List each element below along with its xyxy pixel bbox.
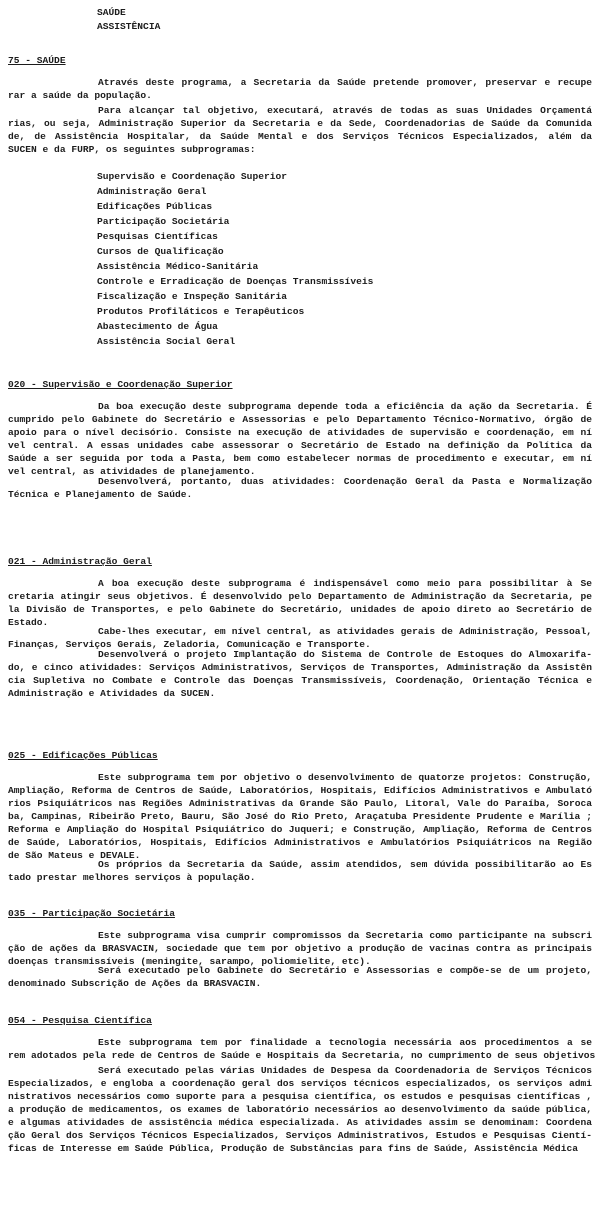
subprogram-list-item: Produtos Profiláticos e Terapêuticos — [97, 306, 305, 317]
paragraph-line: ção Geral dos Serviços Técnicos Especializados, Serviços Administrativos, Estudos e Pesquisas Cientí- — [8, 1130, 592, 1141]
paragraph-line: de São Mateus e DEVALE. — [8, 850, 141, 861]
paragraph-line: de, de Assistência Hospitalar, da Saúde Mental e dos Serviços Técnicos Especializados, além da — [8, 131, 592, 142]
paragraph-line: Reforma e Ampliação do Hospital Psiquiátrico do Juqueri; e Construção, Ampliação, Reforma de Centros — [8, 824, 592, 835]
paragraph-line: cumprido pelo Gabinete do Secretário e Assessorias e pelo Departamento Técnico-Normativo, órgão de — [8, 414, 592, 425]
subprogram-list-item: Abastecimento de Água — [97, 321, 218, 332]
paragraph-line: ficas de Interesse em Saúde Pública, Produção de Substâncias para fins de Saúde, Assistência Médica — [8, 1143, 578, 1154]
subprogram-list-item: Pesquisas Científicas — [97, 231, 218, 242]
paragraph-line: Este subprograma tem por finalidade a tecnologia necessária aos procedimentos a se — [98, 1037, 592, 1048]
subprogram-list-item: Fiscalização e Inspeção Sanitária — [97, 291, 287, 302]
paragraph-line: Desenvolverá, portanto, duas atividades: Coordenação Geral da Pasta e Normalização — [98, 476, 592, 487]
paragraph-line: rias, ou seja, Administração Superior da Secretaria e da Sede, Coordenadorias de Saúde da Comunida — [8, 118, 592, 129]
paragraph-line: Administração e Atividades da SUCEN. — [8, 688, 216, 699]
subprogram-list-item: Assistência Médico-Sanitária — [97, 261, 259, 272]
paragraph-line: Para alcançar tal objetivo, executará, através de todas as suas Unidades Orçamentá — [98, 105, 592, 116]
subprogram-list-item: Assistência Social Geral — [97, 336, 236, 347]
paragraph-line: do, e cinco atividades: Serviços Administrativos, Serviços de Transportes, Administração da Assistên — [8, 662, 592, 673]
paragraph-line: Este subprograma tem por objetivo o desenvolvimento de quatorze projetos: Construção, — [98, 772, 592, 783]
paragraph-line: ção de ações da BRASVACIN, sociedade que tem por objetivo a produção de vacinas contra as principais — [8, 943, 592, 954]
paragraph-line: A boa execução deste subprograma é indispensável como meio para possibilitar à Se — [98, 578, 592, 589]
paragraph-line: denominado Subscrição de Ações da BRASVACIN. — [8, 978, 262, 989]
subprogram-list-item: Supervisão e Coordenação Superior — [97, 171, 287, 182]
section-heading: 021 - Administração Geral — [8, 556, 152, 567]
paragraph-line: Desenvolverá o projeto Implantação do Sistema de Controle de Estoques do Almoxarifa- — [98, 649, 592, 660]
section-heading: 020 - Supervisão e Coordenação Superior — [8, 379, 233, 390]
paragraph-line: rem adotados pela rede de Centros de Saúde e Hospitais da Secretaria, no cumprimento de seus objetivos — [8, 1050, 596, 1061]
paragraph-line: la Divisão de Transportes, e pelo Gabinete do Secretário, unidades de apoio direto ao Secretário de — [8, 604, 592, 615]
paragraph-line: e algumas atividades de assistência médica especializada. As atividades assim se denominam: Coordena — [8, 1117, 592, 1128]
paragraph-line: Ampliação, Reforma de Centros de Saúde, Laboratórios, Hospitais, Edifícios Administrativos e Ambulató — [8, 785, 592, 796]
paragraph-line: SUCEN e da FURP, os seguintes subprogramas: — [8, 144, 256, 155]
paragraph-line: Especializados, e engloba a coordenação geral dos serviços técnicos especializados, os serviços admi — [8, 1078, 592, 1089]
paragraph-line: Da boa execução deste subprograma depende toda a eficiência da ação da Secretaria. É — [98, 401, 592, 412]
section-heading: 75 - SAÚDE — [8, 55, 66, 66]
paragraph-line: apoio para o nível decisório. Consiste na execução de atividades de supervisão e coordenação, em ní — [8, 427, 592, 438]
section-heading: 025 - Edificações Públicas — [8, 750, 158, 761]
paragraph-line: Saúde a ser seguida por toda a Pasta, bem como estabelecer normas de procedimento e executar, em ní — [8, 453, 592, 464]
subprogram-list-item: Participação Societária — [97, 216, 230, 227]
subprogram-list-item: Edificações Públicas — [97, 201, 213, 212]
paragraph-line: vel central, as atividades de planejamento. — [8, 466, 256, 477]
paragraph-line: Através deste programa, a Secretaria da Saúde pretende promover, preservar e recupe — [98, 77, 592, 88]
subprogram-list-item: Administração Geral — [97, 186, 207, 197]
header-line: ASSISTÊNCIA — [97, 21, 161, 32]
header-line: SAÚDE — [97, 7, 126, 18]
paragraph-line: rios Psiquiátricos nas Regiões Administrativas da Grande São Paulo, Litoral, Vale do Paraíba, Soroca — [8, 798, 592, 809]
paragraph-line: rar a saúde da população. — [8, 90, 152, 101]
paragraph-line: Os próprios da Secretaria da Saúde, assim atendidos, sem dúvida possibilitarão ao Es — [98, 859, 592, 870]
paragraph-line: Técnica e Planejamento de Saúde. — [8, 489, 193, 500]
paragraph-line: nistrativos necessários como suporte para a pesquisa científica, os estudos e pesquisas científicas , — [8, 1091, 592, 1102]
paragraph-line: de Saúde, Laboratórios, Hospitais, Edifícios Administrativos e Ambulatórios Psiquiátricos na Região — [8, 837, 592, 848]
paragraph-line: Será executado pelo Gabinete do Secretário e Assessorias e compõe-se de um projeto, — [98, 965, 592, 976]
paragraph-line: Será executado pelas várias Unidades de Despesa da Coordenadoria de Serviços Técnicos — [98, 1065, 592, 1076]
paragraph-line: Finanças, Serviços Gerais, Zeladoria, Comunicação e Transporte. — [8, 639, 371, 650]
section-heading: 054 - Pesquisa Científica — [8, 1015, 152, 1026]
subprogram-list-item: Controle e Erradicação de Doenças Transmissíveis — [97, 276, 374, 287]
paragraph-line: cia Supletiva no Combate e Controle das Doenças Transmissíveis, Coordenação, Orientação Técnica e — [8, 675, 592, 686]
paragraph-line: Estado. — [8, 617, 49, 628]
paragraph-line: cretaria atingir seus objetivos. É desenvolvido pelo Departamento de Administração da Secretaria, pe — [8, 591, 592, 602]
paragraph-line: a produção de medicamentos, os exames de laboratório necessários ao desenvolvimento da saúde pública, — [8, 1104, 592, 1115]
paragraph-line: Este subprograma visa cumprir compromissos da Secretaria como participante na subscri — [98, 930, 592, 941]
paragraph-line: doenças transmissíveis (meningite, sarampo, poliomielite, etc). — [8, 956, 371, 967]
paragraph-line: tado prestar melhores serviços à população. — [8, 872, 256, 883]
paragraph-line: Cabe-lhes executar, em nível central, as atividades gerais de Administração, Pessoal, — [98, 626, 592, 637]
paragraph-line: vel central. A essas unidades cabe assessorar o Secretário de Estado na definição da Política da — [8, 440, 592, 451]
subprogram-list-item: Cursos de Qualificação — [97, 246, 224, 257]
paragraph-line: ba, Campinas, Ribeirão Preto, Bauru, São José do Rio Preto, Araçatuba Presidente Prudente e Marília ; — [8, 811, 592, 822]
section-heading: 035 - Participação Societária — [8, 908, 175, 919]
